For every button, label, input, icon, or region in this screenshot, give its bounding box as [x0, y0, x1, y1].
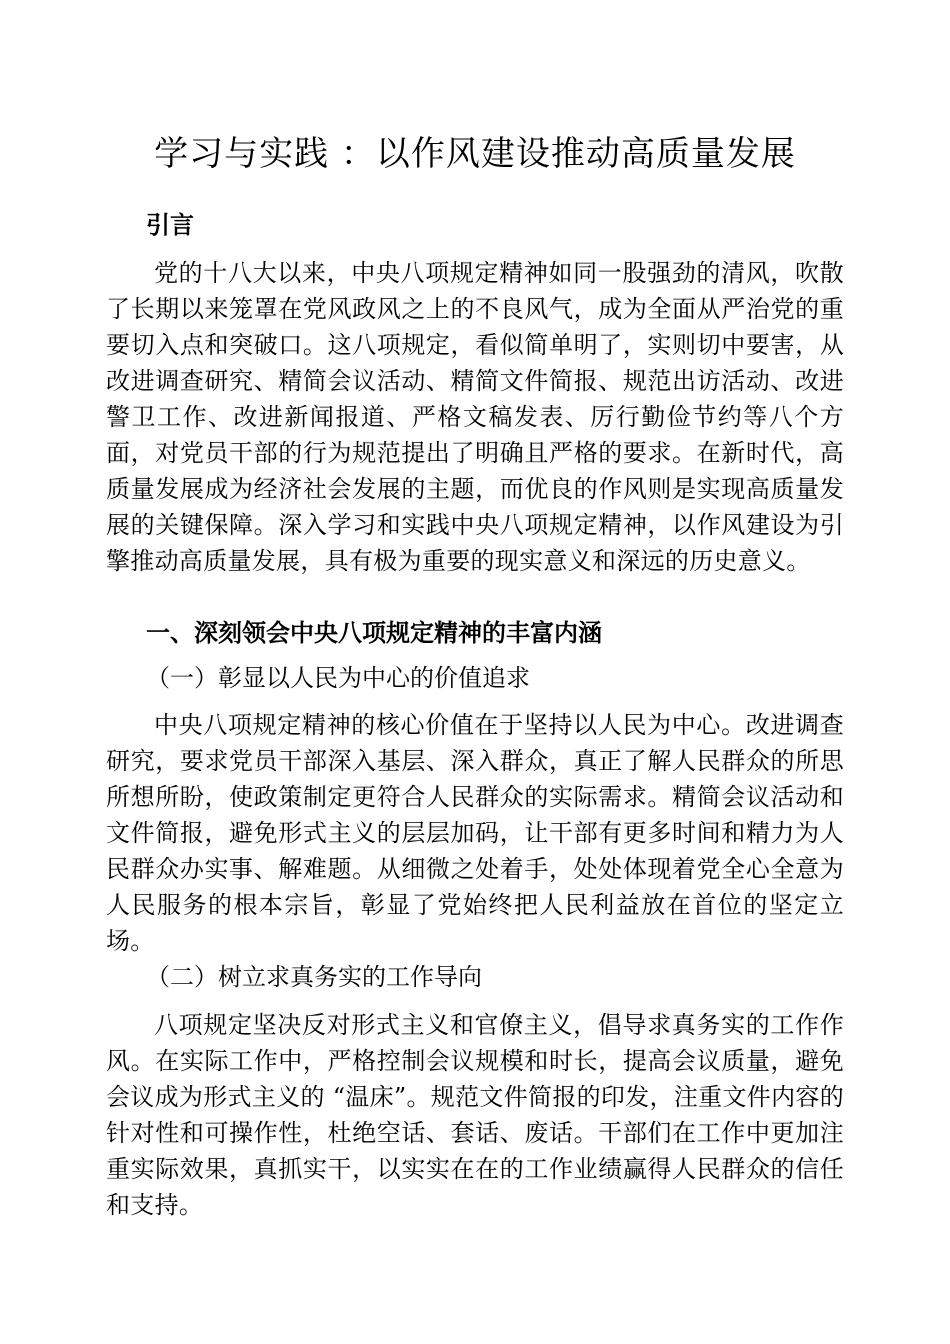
section-1-heading: 一、深刻领会中央八项规定精神的丰富内涵: [146, 619, 602, 647]
subsection-1-paragraph: 中央八项规定精神的核心价值在于坚持以人民为中心。改进调查研究，要求党员干部深入基层、深入群众，真正了解人民群众的所思所想所盼，使政策制定更符合人民群众的实际需求。精简会议活动和文件简报，避免形式主义的层层加码，让干部有更多时间和精力为人民群众办实事、解难题。从细微之处着手，处处体现着党全心全意为人民服务的根本宗旨，彰显了党始终把人民利益放在首位的坚定立场。: [106, 711, 844, 955]
subsection-2-heading: （二）树立求真务实的工作导向: [146, 963, 482, 991]
subsection-2-paragraph: 八项规定坚决反对形式主义和官僚主义，倡导求真务实的工作作风。在实际工作中，严格控制会议规模和时长，提高会议质量，避免会议成为形式主义的 “温床”。规范文件简报的印发，注重文件内容的针对性和可操作性，杜绝空话、套话、废话。干部们在工作中更加注重实际效果，真抓实干，以实实在在的工作业绩赢得人民群众的信任和支持。: [106, 1011, 844, 1219]
intro-heading: 引言: [146, 211, 194, 239]
subsection-1-heading: （一）彰显以人民为中心的价值追求: [146, 664, 530, 692]
intro-paragraph: 党的十八大以来，中央八项规定精神如同一股强劲的清风，吹散了长期以来笼罩在党风政风之上的不良风气，成为全面从严治党的重要切入点和突破口。这八项规定，看似简单明了，实则切中要害，从改进调查研究、精简会议活动、精简文件简报、规范出访活动、改进警卫工作、改进新闻报道、严格文稿发表、厉行勤俭节约等八个方面，对党员干部的行为规范提出了明确且严格的要求。在新时代，高质量发展成为经济社会发展的主题，而优良的作风则是实现高质量发展的关键保障。深入学习和实践中央八项规定精神，以作风建设为引擎推动高质量发展，具有极为重要的现实意义和深远的历史意义。: [106, 259, 844, 575]
document-title: 学习与实践 ：以作风建设推动高质量发展: [154, 134, 796, 174]
